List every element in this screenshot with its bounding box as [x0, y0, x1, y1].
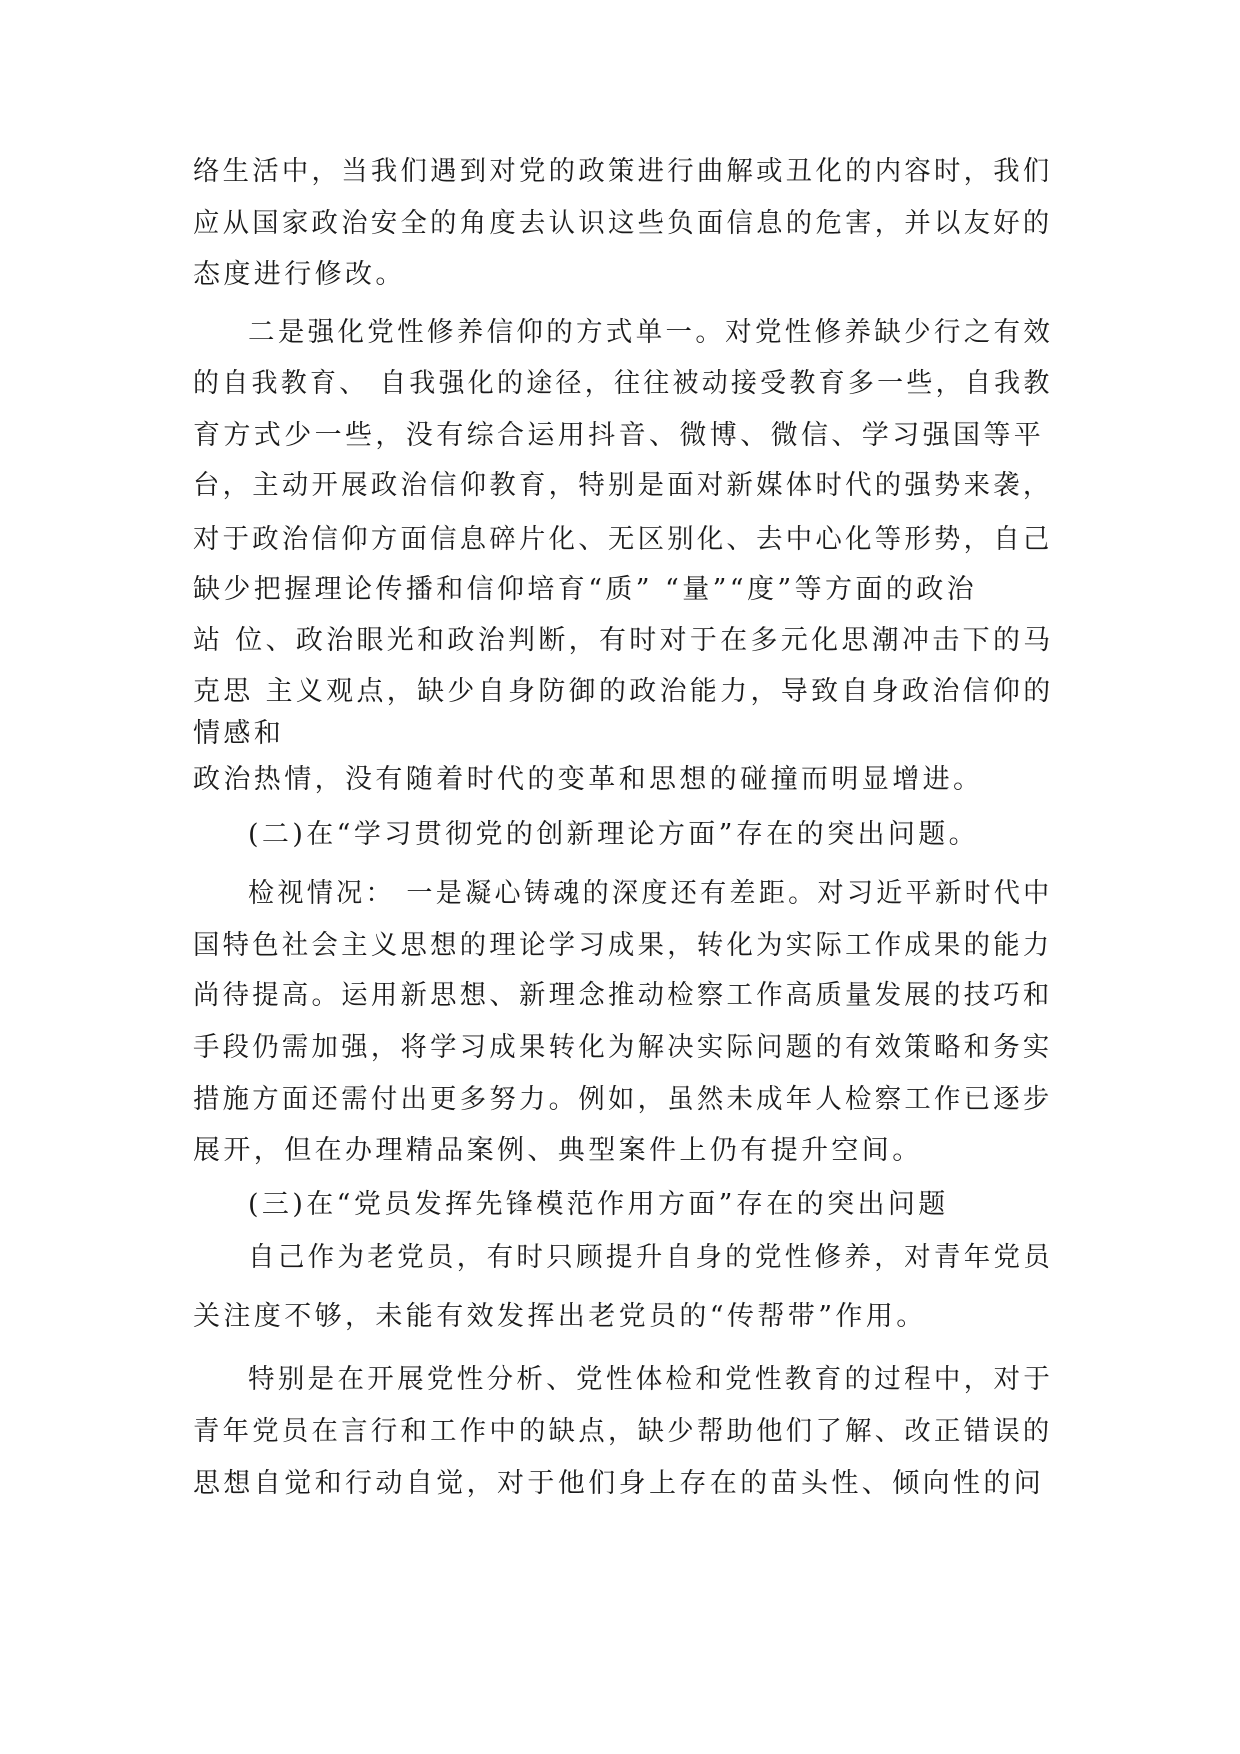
text-line: 展开，但在办理精品案例、典型案件上仍有提升空间。 — [193, 1135, 923, 1166]
text-line: 台，主动开展政治信仰教育，特别是面对新媒体时代的强势来袭， — [193, 470, 1053, 501]
text-line: 对于政治信仰方面信息碎片化、无区别化、去中心化等形势，自己 — [193, 524, 1053, 555]
text-line: 态度进行修改。 — [193, 259, 406, 290]
text-line: 育方式少一些，没有综合运用抖音、微博、微信、学习强国等平 — [193, 420, 1045, 451]
text-line: 站 位、政治眼光和政治判断，有时对于在多元化思潮冲击下的马 — [193, 625, 1054, 656]
text-line: 络生活中，当我们遇到对党的政策进行曲解或丑化的内容时，我们 — [193, 156, 1053, 187]
paragraph-first-line: 自己作为老党员，有时只顾提升自身的党性修养，对青年党员 — [248, 1242, 1054, 1273]
text-line: 情感和 — [193, 718, 285, 749]
text-line: 缺少把握理论传播和信仰培育“质” “量”“度”等方面的政治 — [193, 574, 978, 605]
text-line: 应从国家政治安全的角度去认识这些负面信息的危害，并以友好的 — [193, 208, 1053, 239]
text-line: 克思 主义观点，缺少自身防御的政治能力，导致自身政治信仰的 — [193, 676, 1054, 707]
text-line: 思想自觉和行动自觉，对于他们身上存在的苗头性、倾向性的问 — [193, 1468, 1045, 1499]
section-heading: (三)在“党员发挥先锋模范作用方面”存在的突出问题 — [248, 1189, 949, 1220]
text-line: 青年党员在言行和工作中的缺点，缺少帮助他们了解、改正错误的 — [193, 1416, 1053, 1447]
paragraph-first-line: 二是强化党性修养信仰的方式单一。对党性修养缺少行之有效 — [248, 317, 1054, 348]
section-heading: (二)在“学习贯彻党的创新理论方面”存在的突出问题。 — [248, 819, 980, 850]
text-line: 国特色社会主义思想的理论学习成果，转化为实际工作成果的能力 — [193, 930, 1053, 961]
paragraph-first-line: 特别是在开展党性分析、党性体检和党性教育的过程中，对于 — [248, 1364, 1054, 1395]
text-line: 尚待提高。运用新思想、新理念推动检察工作高质量发展的技巧和 — [193, 980, 1053, 1011]
text-line: 的自我教育、 自我强化的途径，往往被动接受教育多一些，自我教 — [193, 368, 1053, 399]
text-line: 措施方面还需付出更多努力。例如，虽然未成年人检察工作已逐步 — [193, 1084, 1053, 1115]
text-line: 关注度不够，未能有效发挥出老党员的“传帮带”作用。 — [193, 1301, 927, 1332]
text-line: 手段仍需加强，将学习成果转化为解决实际问题的有效策略和务实 — [193, 1032, 1053, 1063]
paragraph-first-line: 检视情况： 一是凝心铸魂的深度还有差距。对习近平新时代中 — [248, 878, 1053, 909]
text-line: 政治热情，没有随着时代的变革和思想的碰撞而明显增进。 — [193, 764, 984, 795]
